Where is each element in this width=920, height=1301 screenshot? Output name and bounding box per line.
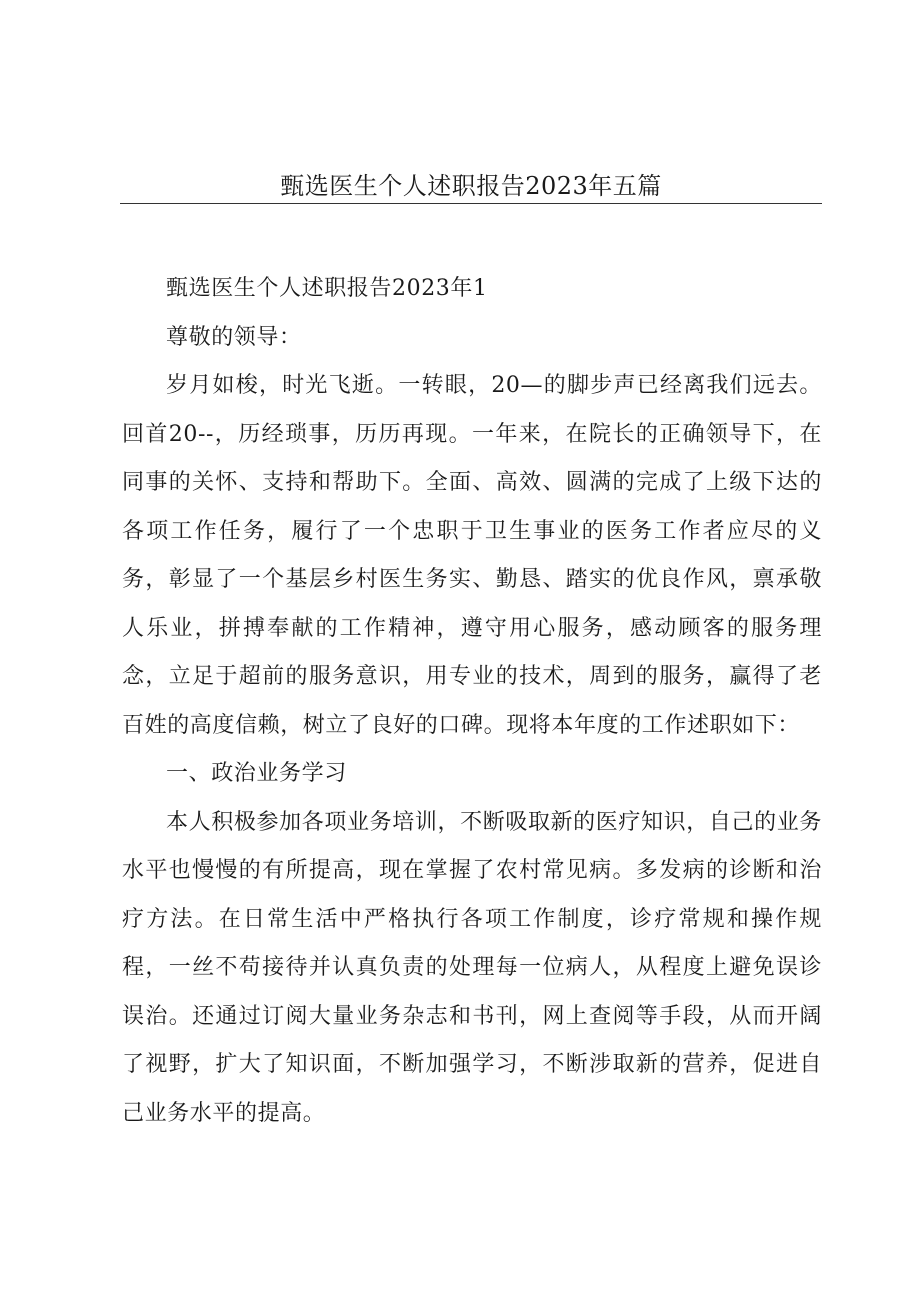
salutation: 尊敬的领导： — [166, 324, 302, 350]
report-subtitle: 甄选医生个人述职报告2023年1 — [166, 276, 488, 301]
document-body — [122, 265, 822, 1138]
body-paragraph-study: 本人积极参加各项业务培训，不断吸取新的医疗知识，自己的业务水平也慢慢的有所提高，现在掌握了农村常见病。多发病的诊断和治疗方法。在日常生活中严格执行各项工作制度，诊疗常规和操作规程，一丝不苟接待并认真负责的处理每一位病人，从程度上避免误诊误治。还通过订阅大量业务杂志和书刊，网上查阅等手段，从而开阔了视野，扩大了知识面，不断加强学习，不断涉取新的营养，促进自己业务水平的提高。 — [122, 809, 822, 1126]
document-title: 甄选医生个人述职报告2023年五篇 — [280, 172, 662, 200]
title-underline — [120, 203, 822, 204]
section-heading-political-study: 一、政治业务学习 — [166, 761, 347, 786]
body-paragraph-intro: 岁月如梭，时光飞逝。一转眼，20—的脚步声已经离我们远去。回首20--，历经琐事，历历再现。一年来，在院长的正确领导下，在同事的关怀、支持和帮助下。全面、高效、圆满的完成了上级下达的各项工作任务，履行了一个忠职于卫生事业的医务工作者应尽的义务，彰显了一个基层乡村医生务实、勤恳、踏实的优良作风，禀承敬人乐业，拼搏奉献的工作精神，遵守用心服务，感动顾客的服务理念，立足于超前的服务意识，用专业的技术，周到的服务，赢得了老百姓的高度信赖，树立了良好的口碑。现将本年度的工作述职如下： — [122, 373, 822, 738]
